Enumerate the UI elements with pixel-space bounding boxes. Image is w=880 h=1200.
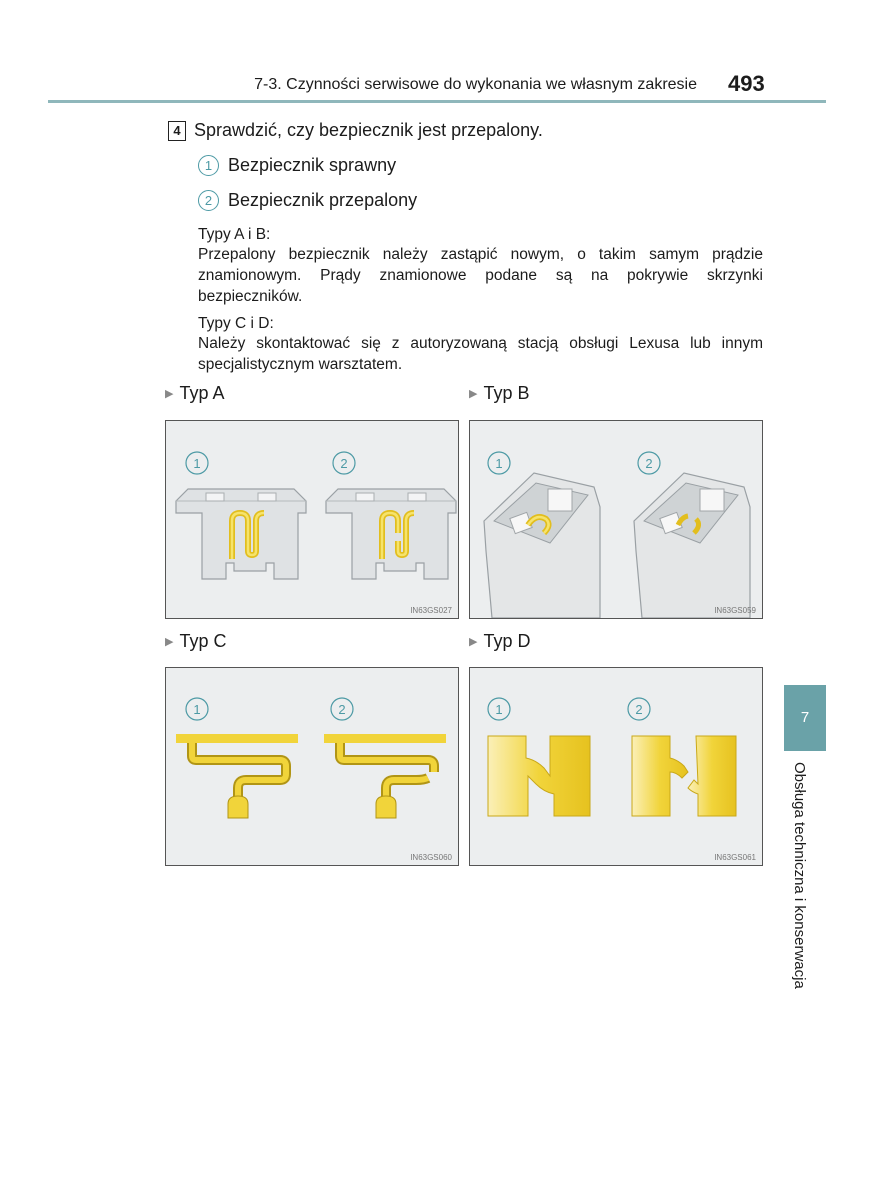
list-item-blown-fuse <box>198 190 417 211</box>
circled-number-2: 2 <box>635 702 643 717</box>
figure-fuse-type-a <box>165 420 459 619</box>
section-title: 7-3. Czynności serwisowe do wykonania we własnym zakresie <box>254 76 697 93</box>
fuse-element-blown-icon <box>324 734 446 818</box>
item-label: Bezpiecznik przepalony <box>228 190 418 210</box>
note-types-ab-title: Typy A i B: <box>198 226 271 243</box>
figure-fuse-type-d <box>469 667 763 866</box>
circled-number-1: 1 <box>495 702 503 717</box>
step-instruction <box>168 120 543 141</box>
figure-code: IN63GS060 <box>410 853 452 862</box>
circled-number-icon: 2 <box>198 190 219 211</box>
circled-number-1: 1 <box>193 456 201 471</box>
note-types-cd-title: Typy C i D: <box>198 315 274 332</box>
triangle-bullet-icon: ▶ <box>469 388 478 400</box>
figure-code: IN63GS061 <box>714 853 756 862</box>
circled-number-2: 2 <box>338 702 346 717</box>
triangle-bullet-icon: ▶ <box>165 388 174 400</box>
figure-code: IN63GS059 <box>714 606 756 615</box>
chapter-tab: 7 <box>784 685 826 751</box>
figure-fuse-type-b <box>469 420 763 619</box>
fuse-element-good-icon <box>488 736 590 816</box>
figure-label-typ-d: ▶ Typ D <box>469 631 531 651</box>
fuse-element-good-icon <box>176 734 298 818</box>
circled-number-icon: 1 <box>198 155 219 176</box>
figure-label-typ-c: ▶ Typ C <box>165 631 227 651</box>
circled-number-1: 1 <box>495 456 503 471</box>
note-types-cd-text: Należy skontaktować się z autoryzowaną stacją obsługi Lexusa lub innym specjalistycznym warsztatem. <box>198 335 763 373</box>
cartridge-fuse-good-icon <box>484 473 600 618</box>
figure-label-typ-b: ▶ Typ B <box>469 383 530 403</box>
circled-number-2: 2 <box>340 456 348 471</box>
step-number-badge: 4 <box>168 121 186 141</box>
header-divider <box>48 100 826 103</box>
triangle-bullet-icon: ▶ <box>165 636 174 648</box>
step-text: Sprawdzić, czy bezpiecznik jest przepalony. <box>194 120 543 140</box>
circled-number-1: 1 <box>193 702 201 717</box>
chapter-title-vertical: Obsługa techniczna i konserwacja <box>791 762 808 989</box>
note-types-ab-text: Przepalony bezpiecznik należy zastąpić nowym, o takim samym prądzie znamionowym. Prądy znamionowe podane są na pokrywie skrzynki bezpieczników. <box>198 246 763 305</box>
page-number: 493 <box>728 71 765 96</box>
triangle-bullet-icon: ▶ <box>469 636 478 648</box>
blade-fuse-good-icon <box>176 489 306 579</box>
blade-fuse-blown-icon <box>326 489 456 579</box>
cartridge-fuse-blown-icon <box>634 473 750 618</box>
circled-number-2: 2 <box>645 456 653 471</box>
figure-fuse-type-c <box>165 667 459 866</box>
item-label: Bezpiecznik sprawny <box>228 155 397 175</box>
figure-label-typ-a: ▶ Typ A <box>165 383 225 403</box>
figure-code: IN63GS027 <box>410 606 452 615</box>
fuse-element-blown-icon <box>632 736 736 816</box>
list-item-good-fuse <box>198 155 396 176</box>
